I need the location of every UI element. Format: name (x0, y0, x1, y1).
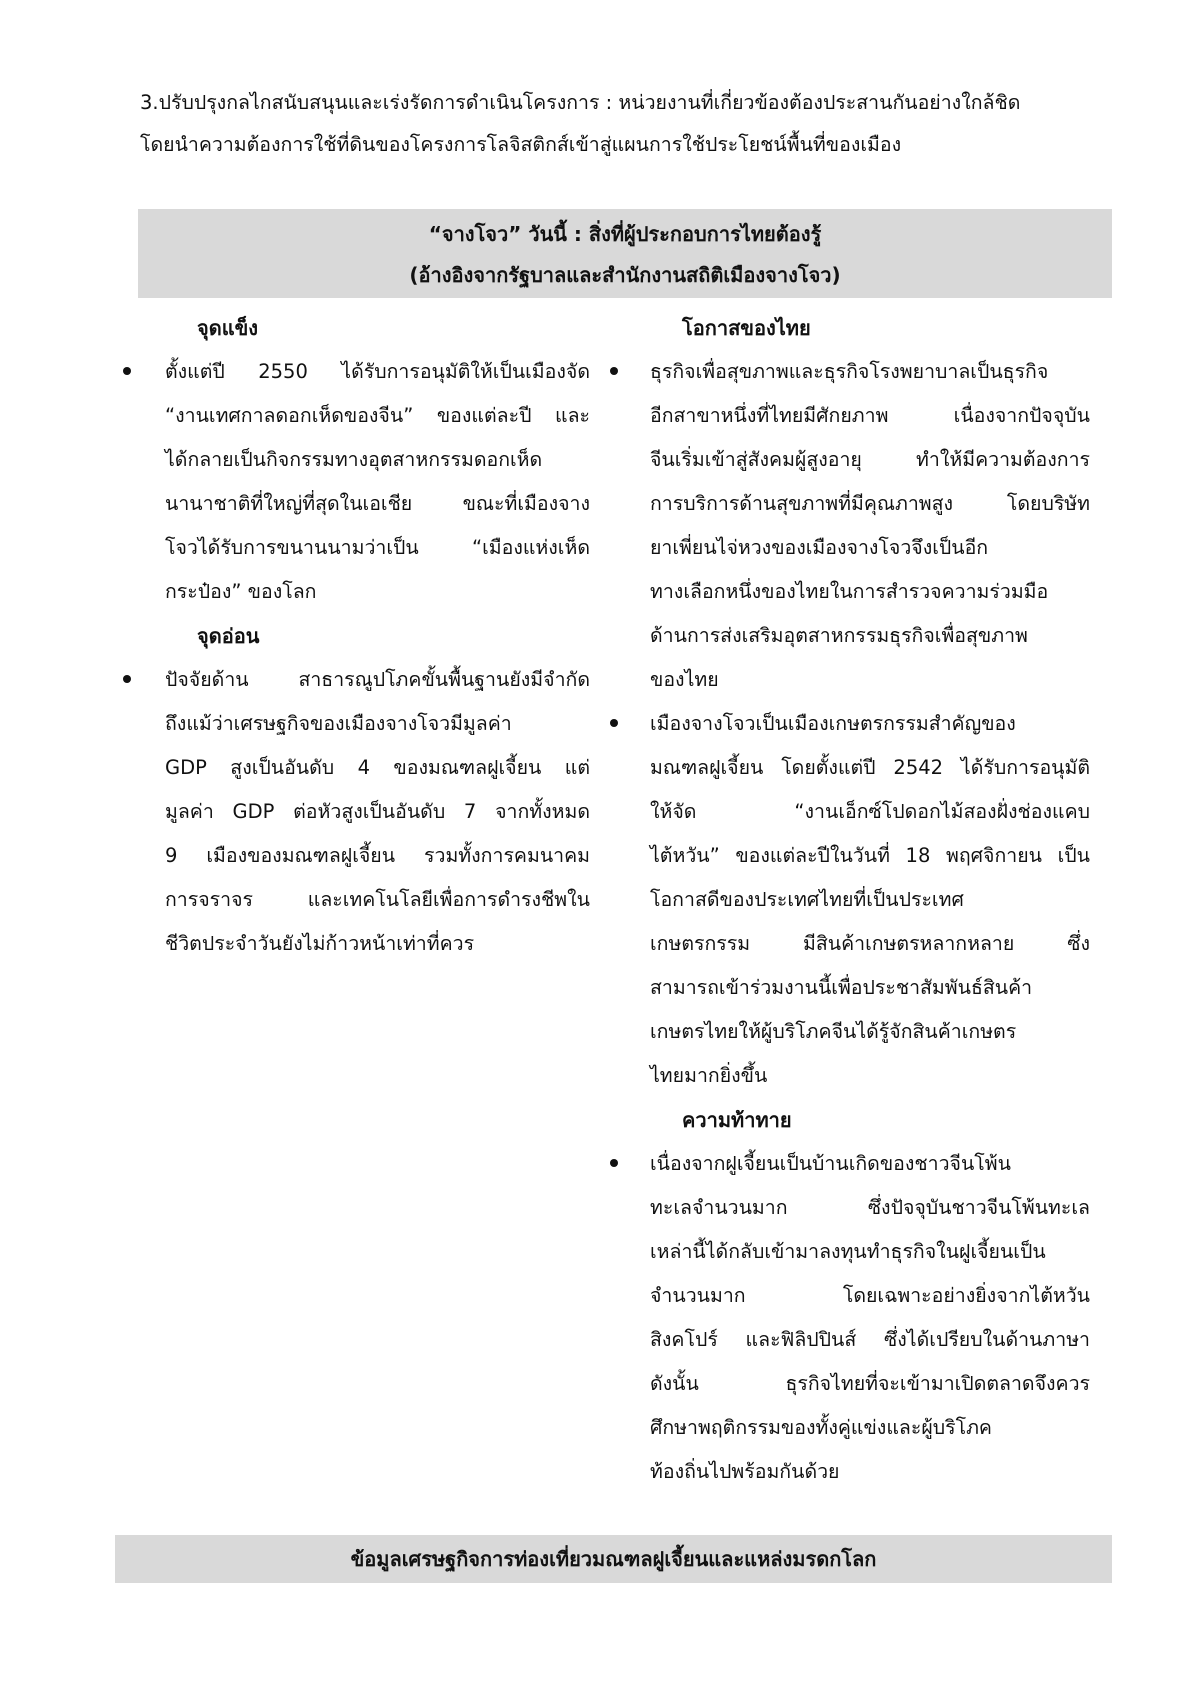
text-line: ด้านการส่งเสริมอุตสาหกรรมธุรกิจเพื่อสุขภาพ (650, 624, 1028, 647)
text-line: สามารถเข้าร่วมงานนี้เพื่อประชาสัมพันธ์สินค้า (650, 976, 1033, 999)
text-line: “งานเทศกาลดอกเห็ดของจีน” ของแต่ละปี และ (165, 404, 590, 427)
text-line: ตั้งแต่ปี 2550 ได้รับการอนุมัติให้เป็นเมืองจัด (165, 360, 590, 383)
bullet-dot (123, 367, 131, 375)
challenge-bullet (600, 1142, 1090, 1494)
text-line: กระป๋อง” ของโลก (165, 580, 317, 603)
text-line: ได้กลายเป็นกิจกรรมทางอุตสาหกรรมดอกเห็ด (165, 448, 543, 471)
strengths-bullet (115, 350, 590, 614)
text-line: ปัจจัยด้าน สาธารณูปโภคขั้นพื้นฐานยังมีจำกัด (165, 668, 590, 691)
text-line: อีกสาขาหนึ่งที่ไทยมีศักยภาพ เนื่องจากปัจจุบัน (650, 404, 1090, 427)
text-line: เมืองจางโจวเป็นเมืองเกษตรกรรมสำคัญของ (650, 712, 1016, 735)
text-line: จีนเริ่มเข้าสู่สังคมผู้สูงอายุ ทำให้มีความต้องการ (650, 448, 1090, 471)
right-column (600, 306, 1090, 1494)
text-line: สิงคโปร์ และฟิลิปปินส์ ซึ่งได้เปรียบในด้านภาษา (650, 1328, 1090, 1351)
text-line: ให้จัด “งานเอ็กซ์โปดอกไม้สองฝั่งช่องแคบ (650, 800, 1090, 823)
opportunity-bullet (600, 350, 1090, 702)
opportunities-heading: โอกาสของไทย (682, 316, 811, 340)
text-line: นานาชาติที่ใหญ่ที่สุดในเอเชีย ขณะที่เมืองจาง (165, 492, 590, 515)
text-line: มณฑลฝูเจี้ยน โดยตั้งแต่ปี 2542 ได้รับการอนุมัติ (650, 756, 1090, 779)
text-line: 9 เมืองของมณฑลฝูเจี้ยน รวมทั้งการคมนาคม (165, 844, 590, 867)
text-line: เนื่องจากฝูเจี้ยนเป็นบ้านเกิดของชาวจีนโพ้น (650, 1152, 1011, 1175)
text-line: ศึกษาพฤติกรรมของทั้งคู่แข่งและผู้บริโภค (650, 1416, 992, 1439)
left-column (115, 306, 590, 966)
text-line: ธุรกิจเพื่อสุขภาพและธุรกิจโรงพยาบาลเป็นธุรกิจ (650, 360, 1049, 383)
text-line: ทะเลจำนวนมาก ซึ่งปัจจุบันชาวจีนโพ้นทะเล (650, 1196, 1090, 1219)
intro-paragraph (140, 82, 1110, 166)
text-line: ไทยมากยิ่งขึ้น (650, 1064, 768, 1087)
strengths-heading: จุดแข็ง (197, 316, 259, 340)
text-line: ท้องถิ่นไปพร้อมกันด้วย (650, 1460, 840, 1483)
text-line: การจราจร และเทคโนโลยีเพื่อการดำรงชีพใน (165, 888, 590, 911)
text-line: GDP สูงเป็นอันดับ 4 ของมณฑลฝูเจี้ยน แต่ (165, 756, 590, 779)
intro-line: 3.ปรับปรุงกลไกสนับสนุนและเร่งรัดการดำเนินโครงการ : หน่วยงานที่เกี่ยวข้องต้องประสานกันอย่างใกล้ชิด (140, 91, 1021, 114)
weaknesses-heading: จุดอ่อน (197, 624, 260, 648)
text-line: ทางเลือกหนึ่งของไทยในการสำรวจความร่วมมือ (650, 580, 1049, 603)
bullet-dot (123, 675, 131, 683)
text-line: เกษตรไทยให้ผู้บริโภคจีนได้รู้จักสินค้าเกษตร (650, 1020, 1017, 1043)
text-line: เกษตรกรรม มีสินค้าเกษตรหลากหลาย ซึ่ง (650, 932, 1090, 955)
bullet-dot (610, 719, 618, 727)
banner-subtitle: (อ้างอิงจากรัฐบาลและสำนักงานสถิติเมืองจางโจว) (409, 263, 841, 287)
text-line: ยาเพี่ยนไจ่หวงของเมืองจางโจวจึงเป็นอีก (650, 536, 989, 559)
text-line: ชีวิตประจำวันยังไม่ก้าวหน้าเท่าที่ควร (165, 932, 475, 955)
text-line: ไต้หวัน” ของแต่ละปีในวันที่ 18 พฤศจิกายน เป็น (650, 844, 1090, 867)
text-line: ถึงแม้ว่าเศรษฐกิจของเมืองจางโจวมีมูลค่า (165, 712, 512, 735)
footer-banner (115, 1535, 1112, 1583)
text-line: โจวได้รับการขนานนามว่าเป็น “เมืองแห่งเห็ด (165, 536, 590, 559)
challenges-heading: ความท้าทาย (682, 1108, 792, 1132)
section-banner (138, 209, 1112, 298)
opportunity-bullet (600, 702, 1090, 1098)
bullet-dot (610, 1159, 618, 1167)
banner-title: “จางโจว” วันนี้ : สิ่งที่ผู้ประกอบการไทยต้องรู้ (428, 222, 822, 246)
text-line: โอกาสดีของประเทศไทยที่เป็นประเทศ (650, 888, 964, 911)
text-line: การบริการด้านสุขภาพที่มีคุณภาพสูง โดยบริษัท (650, 492, 1090, 515)
bullet-dot (610, 367, 618, 375)
text-line: เหล่านี้ได้กลับเข้ามาลงทุนทำธุรกิจในฝูเจี้ยนเป็น (650, 1240, 1046, 1263)
text-line: ดังนั้น ธุรกิจไทยที่จะเข้ามาเปิดตลาดจึงควร (650, 1372, 1090, 1395)
text-line: มูลค่า GDP ต่อหัวสูงเป็นอันดับ 7 จากทั้งหมด (165, 800, 590, 823)
footer-banner-title: ข้อมูลเศรษฐกิจการท่องเที่ยวมณฑลฝูเจี้ยนและแหล่งมรดกโลก (350, 1547, 877, 1571)
text-line: จำนวนมาก โดยเฉพาะอย่างยิ่งจากไต้หวัน (650, 1284, 1090, 1307)
weaknesses-bullet (115, 658, 590, 966)
text-line: ของไทย (650, 668, 719, 691)
intro-line: โดยนำความต้องการใช้ที่ดินของโครงการโลจิสติกส์เข้าสู่แผนการใช้ประโยชน์พื้นที่ของเมือง (140, 133, 902, 156)
